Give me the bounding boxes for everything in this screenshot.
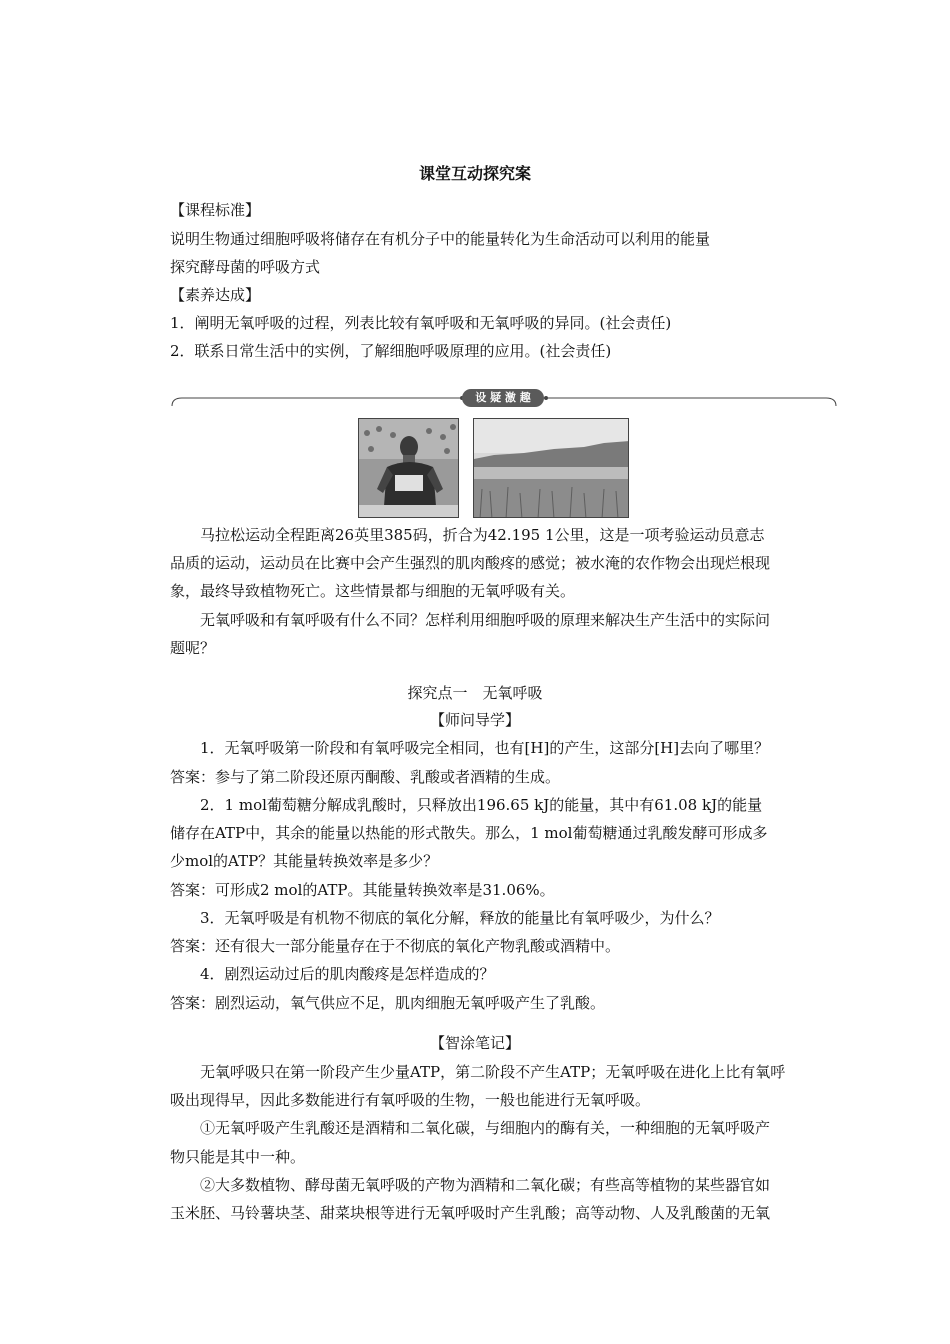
notes-line: 玉米胚、马铃薯块茎、甜菜块根等进行无氧呼吸时产生乳酸；高等动物、人及乳酸菌的无氧 [170,1204,771,1222]
guide-heading: 【师问导学】 [429,711,520,729]
question-line: 2．1 mol葡萄糖分解成乳酸时，只释放出196.65 kJ的能量，其中有61.08 kJ的能量 [200,796,763,814]
notes-line: ①无氧呼吸产生乳酸还是酒精和二氧化碳，与细胞内的酶有关，一种细胞的无氧呼吸产 [200,1119,771,1137]
literacy-heading: 【素养达成】 [170,286,261,304]
question-line: 储存在ATP中，其余的能量以热能的形式散失。那么，1 mol葡萄糖通过乳酸发酵可形成多 [170,824,768,842]
banner-label: 设 疑 激 趣 [462,389,544,407]
literacy-item: 2．联系日常生活中的实例，了解细胞呼吸原理的应用。(社会责任) [170,342,612,360]
answer-line: 答案：参与了第二阶段还原丙酮酸、乳酸或者酒精的生成。 [170,768,561,786]
flooded-field-photo [473,418,629,518]
answer-line: 答案：还有很大一部分能量存在于不彻底的氧化产物乳酸或酒精中。 [170,937,621,955]
section-heading: 探究点一 无氧呼吸 [407,684,543,702]
notes-heading: 【智涂笔记】 [429,1034,520,1052]
literacy-item: 1．阐明无氧呼吸的过程，列表比较有氧呼吸和无氧呼吸的异同。(社会责任) [170,314,672,332]
question-line: 少mol的ATP？其能量转换效率是多少？ [170,852,439,870]
intro-paragraph-line: 品质的运动，运动员在比赛中会产生强烈的肌肉酸疼的感觉；被水淹的农作物会出现烂根现 [170,554,771,572]
answer-line: 答案：剧烈运动，氧气供应不足，肌肉细胞无氧呼吸产生了乳酸。 [170,994,606,1012]
notes-line: 物只能是其中一种。 [170,1148,306,1166]
question-line: 4．剧烈运动过后的肌肉酸疼是怎样造成的？ [200,965,495,983]
answer-line: 答案：可形成2 mol的ATP。其能量转换效率是31.06%。 [170,881,555,899]
intro-question-line: 无氧呼吸和有氧呼吸有什么不同？怎样利用细胞呼吸的原理来解决生产生活中的实际问 [200,611,771,629]
standard-heading: 【课程标准】 [170,201,261,219]
question-line: 1．无氧呼吸第一阶段和有氧呼吸完全相同，也有[H]的产生，这部分[H]去向了哪里？ [200,739,770,757]
notes-line: 吸出现得早，因此多数能进行有氧呼吸的生物，一般也能进行无氧呼吸。 [170,1091,651,1109]
notes-line: 无氧呼吸只在第一阶段产生少量ATP，第二阶段不产生ATP；无氧呼吸在进化上比有氧呼 [200,1063,786,1081]
question-line: 3．无氧呼吸是有机物不彻底的氧化分解，释放的能量比有氧呼吸少，为什么？ [200,909,720,927]
notes-line: ②大多数植物、酵母菌无氧呼吸的产物为酒精和二氧化碳；有些高等植物的某些器官如 [200,1176,771,1194]
page-title: 课堂互动探究案 [418,164,531,183]
standard-item: 探究酵母菌的呼吸方式 [170,258,321,276]
standard-item: 说明生物通过细胞呼吸将储存在有机分子中的能量转化为生命活动可以利用的能量 [170,230,711,248]
intro-question-line: 题呢？ [170,639,216,657]
marathon-runner-photo [358,418,459,518]
intro-paragraph-line: 马拉松运动全程距离26英里385码，折合为42.195 1公里，这是一项考验运动员意志 [200,526,765,544]
intro-paragraph-line: 象，最终导致植物死亡。这些情景都与细胞的无氧呼吸有关。 [170,582,576,600]
